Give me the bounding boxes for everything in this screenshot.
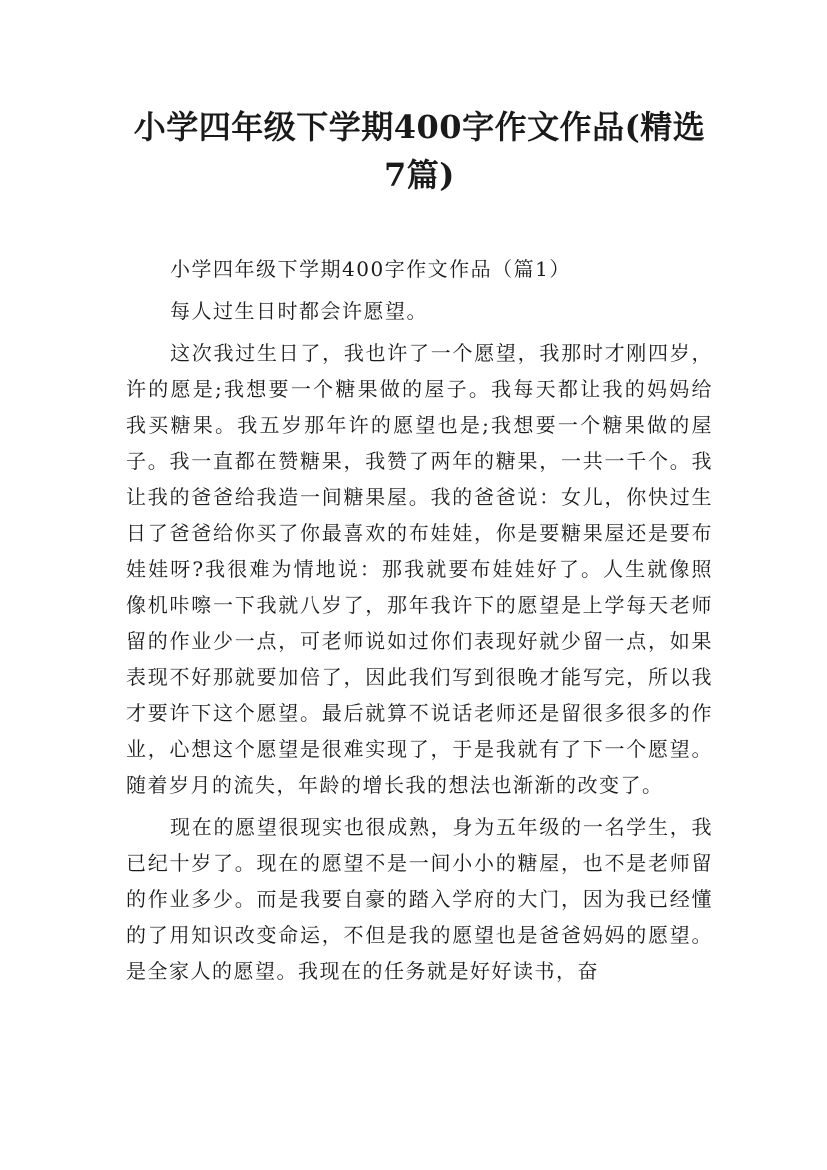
paragraph-1: 每人过生日时都会许愿望。 [170,299,428,323]
paragraph-2: 这次我过生日了，我也许了一个愿望，我那时才刚四岁，许的愿是;我想要一个糖果做的屋子。我每天都让我的妈妈给我买糖果。我五岁那年许的愿望也是;我想要一个糖果做的屋子。我一直都在赞糖果，我赞了两年的糖果，一共一千个。我让我的爸爸给我造一间糖果屋。我的爸爸说：女儿，你快过生日了爸爸给你买了你最喜欢的布娃娃，你是要糖果屋还是要布娃娃呀?我很难为情地说：那我就要布娃娃好了。人生就像照像机咔嚓一下我就八岁了，那年我许下的愿望是上学每天老师留的作业少一点，可老师说如过你们表现好就少留一点，如果表现不好那就要加倍了，因此我们写到很晚才能写完，所以我才要许下这个愿望。最后就算不说话老师还是留很多很多的作业，心想这个愿望是很难实现了，于是我就有了下一个愿望。随着岁月的流失，年龄的增长我的想法也渐渐的改变了。 [126,341,713,797]
document-title: 小学四年级下学期400字作文作品(精选7篇) [133,108,706,194]
paragraph-3: 现在的愿望很现实也很成熟，身为五年级的一名学生，我已纪十岁了。现在的愿望不是一间小小的糖屋，也不是老师留的作业多少。而是我要自豪的踏入学府的大门，因为我已经懂的了用知识改变命运，不但是我的愿望也是爸爸妈妈的愿望。是全家人的愿望。我现在的任务就是好好读书，奋 [126,815,713,983]
section-heading: 小学四年级下学期400字作文作品（篇1） [170,257,571,281]
document-body [126,251,713,989]
